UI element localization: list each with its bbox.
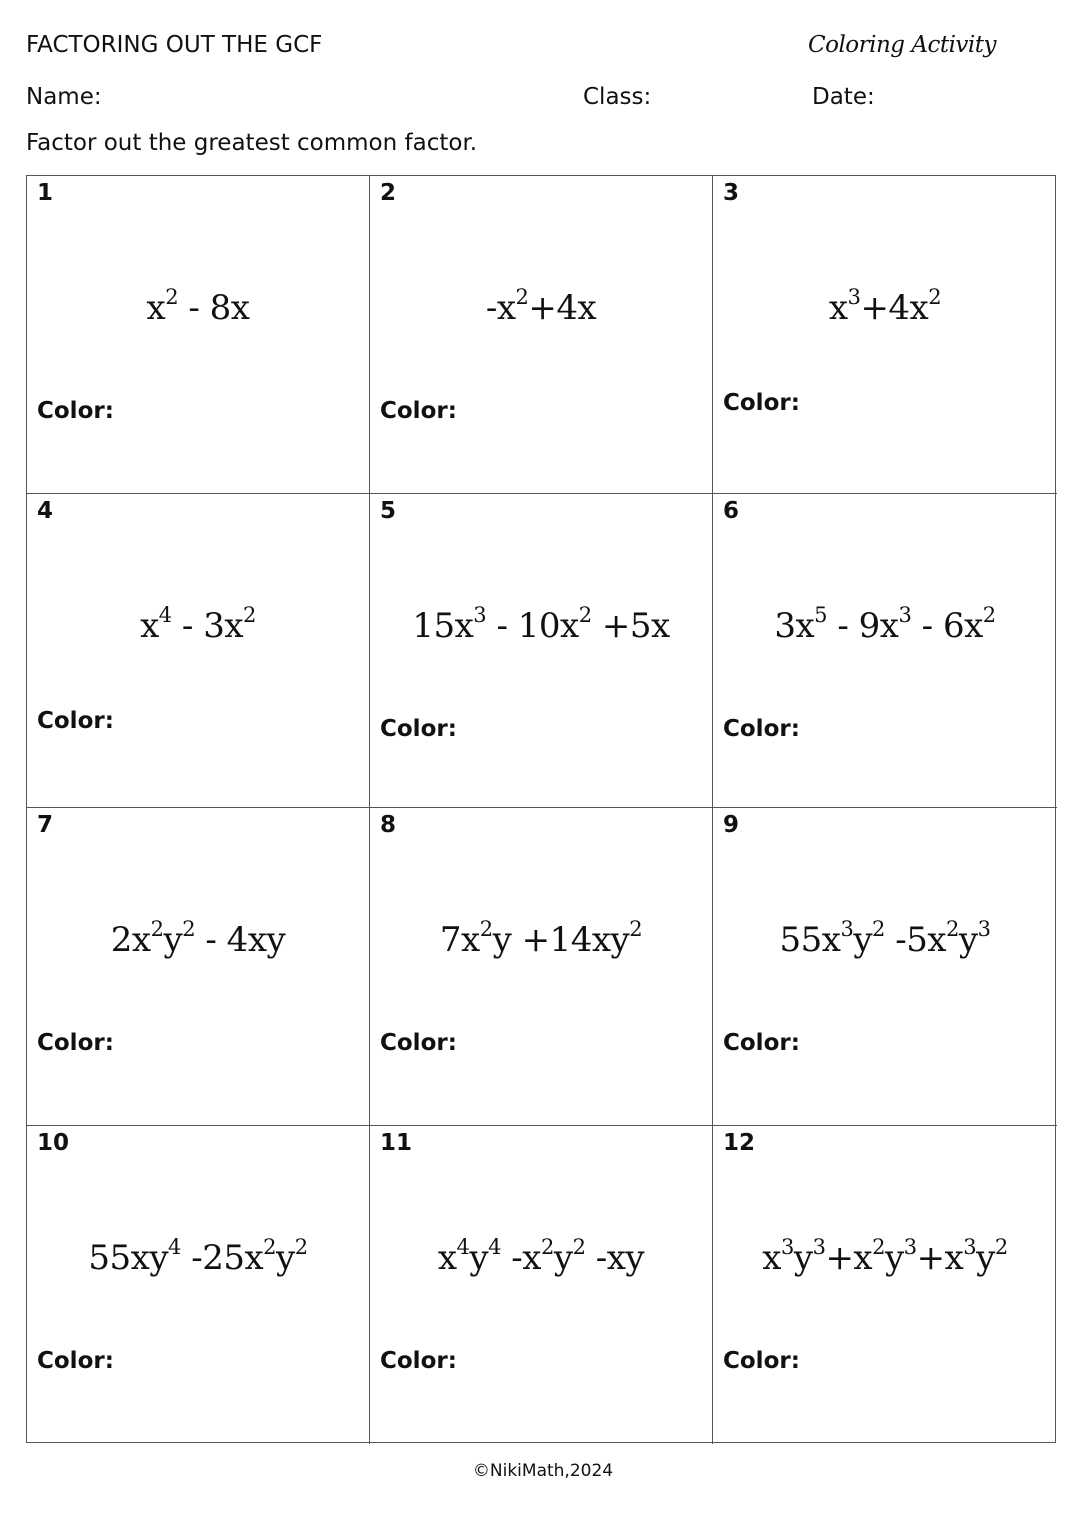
exponent: 2	[263, 1235, 277, 1259]
problem-cell	[713, 1126, 1057, 1444]
problem-number: 9	[723, 812, 740, 838]
problem-cell	[27, 1126, 370, 1444]
expression-term: y	[469, 1238, 489, 1278]
exponent: 2	[872, 1235, 885, 1259]
color-label: Color:	[723, 716, 800, 742]
color-label: Color:	[37, 1030, 114, 1056]
problem-cell	[27, 494, 370, 808]
problem-number: 7	[37, 812, 54, 838]
exponent: 3	[903, 1235, 917, 1259]
expression-term: y	[553, 1238, 573, 1278]
expression-term: +5x	[591, 606, 670, 646]
color-label: Color:	[37, 708, 114, 734]
exponent: 3	[847, 285, 861, 309]
exponent: 2	[243, 603, 256, 627]
expression-term: y	[163, 920, 183, 960]
expression-term: 15x	[412, 606, 474, 646]
color-label: Color:	[723, 390, 800, 416]
expression-term: 2x	[110, 920, 151, 960]
expression-term: x	[437, 1238, 457, 1278]
exponent: 3	[963, 1235, 977, 1259]
expression-term: y	[276, 1238, 295, 1278]
exponent: 2	[872, 917, 885, 941]
color-label: Color:	[37, 1348, 114, 1374]
problem-number: 10	[37, 1130, 70, 1156]
expression-term: - 6x	[911, 606, 983, 646]
expression-term: x	[146, 288, 166, 328]
exponent: 2	[629, 917, 643, 941]
exponent: 3	[898, 603, 912, 627]
problem-number: 5	[380, 498, 397, 524]
expression-term: - 3x	[171, 606, 244, 646]
color-label: Color:	[723, 1030, 800, 1056]
expression-term: +x	[825, 1238, 873, 1278]
problem-cell	[27, 808, 370, 1126]
problem-expression	[27, 917, 369, 960]
expression-term: -5x	[884, 920, 947, 960]
expression-term: - 4xy	[195, 920, 286, 960]
problem-cell	[370, 176, 713, 494]
expression-term: y	[958, 920, 978, 960]
expression-term: +4x	[528, 288, 597, 328]
problem-number: 2	[380, 180, 397, 206]
expression-term: y	[853, 920, 873, 960]
problem-cell	[713, 808, 1057, 1126]
exponent: 2	[578, 603, 592, 627]
exponent: 2	[182, 917, 196, 941]
color-label: Color:	[723, 1348, 800, 1374]
expression-term: 7x	[439, 920, 480, 960]
expression-term: -x	[501, 1238, 541, 1278]
problem-expression	[370, 285, 712, 328]
date-label: Date:	[812, 84, 875, 110]
problem-cell	[370, 494, 713, 808]
exponent: 2	[946, 917, 959, 941]
exponent: 3	[977, 917, 991, 941]
problem-number: 11	[380, 1130, 413, 1156]
problem-number: 1	[37, 180, 54, 206]
expression-term: x	[762, 1238, 781, 1278]
exponent: 2	[540, 1235, 554, 1259]
exponent: 4	[168, 1235, 181, 1259]
problem-expression	[370, 1235, 712, 1278]
color-label: Color:	[37, 398, 114, 424]
exponent: 4	[456, 1235, 470, 1259]
worksheet-title: FACTORING OUT THE GCF	[26, 32, 323, 58]
exponent: 3	[780, 1235, 794, 1259]
problem-number: 4	[37, 498, 54, 524]
expression-term: 55x	[779, 920, 841, 960]
exponent: 2	[928, 285, 942, 309]
problem-expression	[713, 917, 1057, 960]
expression-term: y	[884, 1238, 904, 1278]
problem-cell	[27, 176, 370, 494]
exponent: 3	[812, 1235, 826, 1259]
expression-term: +x	[916, 1238, 964, 1278]
color-label: Color:	[380, 716, 457, 742]
problem-cell	[370, 1126, 713, 1444]
exponent: 3	[840, 917, 854, 941]
problem-expression	[713, 1235, 1057, 1278]
problem-expression	[27, 1235, 369, 1278]
exponent: 2	[165, 285, 179, 309]
exponent: 4	[158, 603, 172, 627]
color-label: Color:	[380, 1030, 457, 1056]
problem-number: 6	[723, 498, 740, 524]
problem-number: 3	[723, 180, 740, 206]
problem-number: 12	[723, 1130, 756, 1156]
problem-expression	[27, 603, 369, 646]
problem-expression	[370, 603, 712, 646]
expression-term: +4x	[860, 288, 929, 328]
exponent: 2	[150, 917, 164, 941]
exponent: 2	[294, 1235, 308, 1259]
problem-cell	[370, 808, 713, 1126]
exponent: 2	[994, 1235, 1008, 1259]
expression-term: 3x	[774, 606, 815, 646]
color-label: Color:	[380, 398, 457, 424]
color-label: Color:	[380, 1348, 457, 1374]
problem-grid	[26, 175, 1056, 1443]
expression-term: - 9x	[827, 606, 899, 646]
activity-subtitle: Coloring Activity	[808, 32, 997, 58]
expression-term: x	[140, 606, 159, 646]
exponent: 3	[473, 603, 487, 627]
expression-term: -x	[485, 288, 516, 328]
exponent: 2	[572, 1235, 586, 1259]
problem-expression	[713, 603, 1057, 646]
class-label: Class:	[583, 84, 652, 110]
problem-expression	[713, 285, 1057, 328]
expression-term: 55xy	[88, 1238, 169, 1278]
exponent: 2	[982, 603, 996, 627]
instructions: Factor out the greatest common factor.	[26, 130, 478, 156]
name-label: Name:	[26, 84, 102, 110]
expression-term: - 10x	[486, 606, 579, 646]
problem-cell	[713, 494, 1057, 808]
expression-term: -xy	[585, 1238, 645, 1278]
problem-number: 8	[380, 812, 397, 838]
exponent: 2	[479, 917, 493, 941]
exponent: 2	[515, 285, 529, 309]
copyright-footer: ©NikiMath,2024	[472, 1461, 614, 1481]
expression-term: y	[976, 1238, 995, 1278]
expression-term: y +14xy	[492, 920, 630, 960]
expression-term: y	[793, 1238, 813, 1278]
expression-term: -25x	[180, 1238, 264, 1278]
expression-term: x	[828, 288, 848, 328]
expression-term: - 8x	[178, 288, 250, 328]
exponent: 4	[488, 1235, 501, 1259]
exponent: 5	[814, 603, 828, 627]
problem-cell	[713, 176, 1057, 494]
problem-expression	[370, 917, 712, 960]
problem-expression	[27, 285, 369, 328]
